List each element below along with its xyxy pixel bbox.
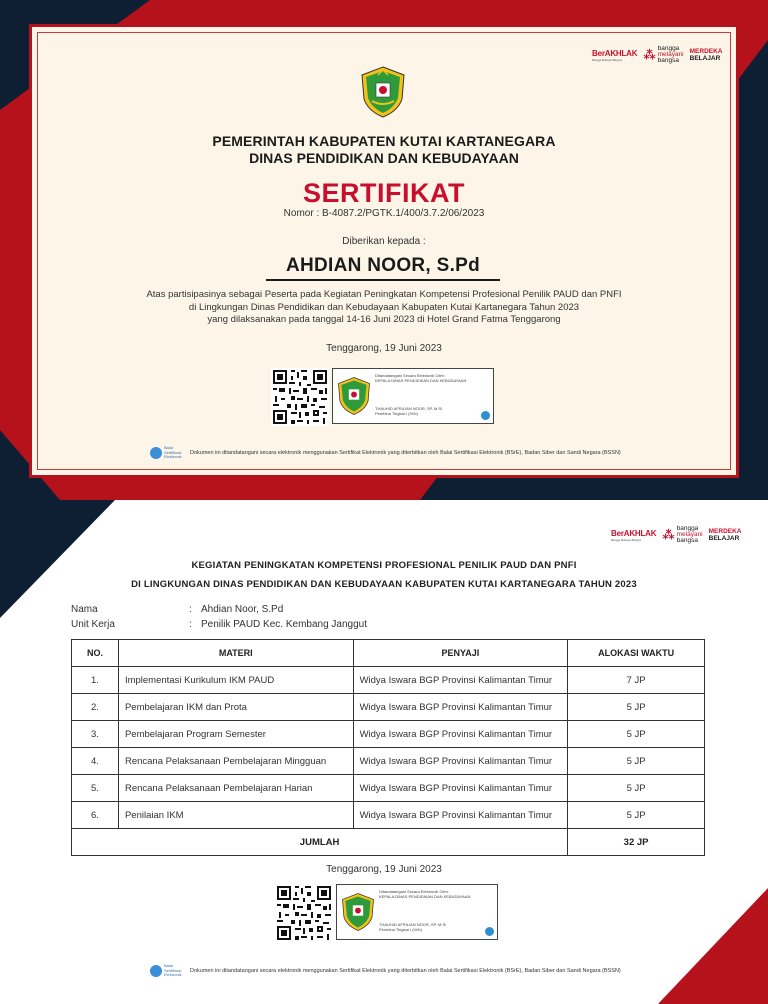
signature-crest-icon: [337, 373, 371, 419]
berakhlak-subtext-2: Bangga Melayani Bangsa: [611, 537, 641, 542]
berakhlak-text: BerAKHLAK: [592, 48, 638, 58]
name-label: Nama: [71, 604, 98, 615]
certificate-number: Nomor : B-4087.2/PGTK.1/400/3.7.2/06/2023: [283, 208, 485, 219]
bangsa-word-2: bangsa: [676, 537, 698, 544]
table-row: [72, 667, 705, 694]
header-no: NO.: [72, 640, 119, 667]
signer-position-2: KEPALA DINAS PENDIDIKAN DAN KEBUDAYAAN: [379, 894, 471, 899]
merdeka-word: MERDEKA: [689, 48, 723, 55]
header-materi: MATERI: [118, 640, 353, 667]
total-value: 32 JP: [568, 829, 705, 856]
signer-position: KEPALA DINAS PENDIDIKAN DAN KEBUDAYAAN: [375, 378, 467, 383]
footer-note-2: [150, 964, 621, 978]
qr-code-2: [275, 884, 333, 942]
table-header-row: [72, 640, 705, 667]
row-waktu: 5 JP: [568, 748, 705, 775]
bsre-icon-2: [150, 965, 162, 977]
table-row: [72, 748, 705, 775]
row-waktu: 7 JP: [568, 667, 705, 694]
row-waktu: 5 JP: [568, 694, 705, 721]
unit-label: Unit Kerja: [71, 619, 115, 630]
bangga-melayani-logo-2: [662, 526, 702, 544]
electronic-signature-box: [332, 368, 494, 424]
row-penyaji: Widya Iswara BGP Provinsi Kalimantan Timur: [353, 802, 568, 829]
merdeka-word-2: MERDEKA: [708, 528, 742, 535]
row-penyaji: Widya Iswara BGP Provinsi Kalimantan Timur: [353, 694, 568, 721]
program-logos: [592, 46, 723, 64]
footer-note-text-2: Dokumen ini ditandatangani secara elektronik menggunakan Sertifikat Elektronik yang diterbitkan oleh Balai Sertifikasi Elektronik (BSrE), Badan Siber dan Sandi Negara (BSSN): [190, 967, 621, 974]
berakhlak-logo-2: [611, 529, 656, 542]
table-row: [72, 721, 705, 748]
row-no: 3.: [72, 721, 119, 748]
row-no: 6.: [72, 802, 119, 829]
schedule-page: [0, 500, 768, 1004]
signature-crest-icon-2: [341, 889, 375, 935]
recipient-block: [266, 255, 500, 281]
government-line-1: PEMERINTAH KABUPATEN KUTAI KARTANEGARA: [212, 133, 556, 149]
description-line-1: Atas partisipasinya sebagai Peserta pada Kegiatan Peningkatan Kompetensi Profesional Penilik PAUD dan PNFI: [146, 289, 622, 300]
berakhlak-text-2: BerAKHLAK: [611, 528, 657, 538]
schedule-table: [71, 639, 705, 856]
row-waktu: 5 JP: [568, 802, 705, 829]
row-materi: Pembelajaran Program Semester: [118, 721, 353, 748]
footer-note-text: Dokumen ini ditandatangani secara elektronik menggunakan Sertifikat Elektronik yang diterbitkan oleh Balai Sertifikasi Elektronik (BSrE), Badan Siber dan Sandi Negara (BSSN): [190, 449, 621, 456]
signer-rank-2: Pembina Tingkat I (IV/b): [379, 927, 422, 932]
header-alokasi-waktu: ALOKASI WAKTU: [568, 640, 705, 667]
row-no: 5.: [72, 775, 119, 802]
row-no: 2.: [72, 694, 119, 721]
merdeka-belajar-logo-2: [709, 528, 742, 542]
table-total-row: [72, 829, 705, 856]
schedule-title-line-2: DI LINGKUNGAN DINAS PENDIDIKAN DAN KEBUDAYAAN KABUPATEN KUTAI KARTANEGARA TAHUN 2023: [131, 579, 637, 590]
description-line-3: yang dilaksanakan pada tanggal 14-16 Juni 2023 di Hotel Grand Fatma Tenggarong: [207, 314, 561, 325]
row-waktu: 5 JP: [568, 775, 705, 802]
signed-by-label-2: Ditandatangani Secara Elektronik Oleh :: [379, 889, 451, 894]
bsre-logo: [150, 446, 186, 460]
signed-by-label: Ditandatangani Secara Elektronik Oleh :: [375, 373, 447, 378]
signer-name: THAUHID AFRILIAN NOOR, SP, M.Si: [375, 406, 443, 411]
merdeka-belajar-logo: [690, 48, 723, 62]
unit-colon: :: [189, 619, 192, 630]
given-to-label: Diberikan kepada :: [342, 236, 426, 247]
row-penyaji: Widya Iswara BGP Provinsi Kalimantan Timur: [353, 721, 568, 748]
name-value: Ahdian Noor, S.Pd: [201, 604, 284, 615]
total-label: JUMLAH: [72, 829, 568, 856]
bsre-label: Balai Sertifikasi Elektronik: [164, 445, 182, 459]
bsre-logo-2: [150, 964, 186, 978]
row-materi: Implementasi Kurikulum IKM PAUD: [118, 667, 353, 694]
qr-code: [271, 368, 329, 426]
unit-value: Penilik PAUD Kec. Kembang Janggut: [201, 619, 368, 630]
row-penyaji: Widya Iswara BGP Provinsi Kalimantan Timur: [353, 775, 568, 802]
bsre-badge-icon-2: [485, 927, 494, 936]
bangsa-word: bangsa: [657, 57, 679, 64]
signer-rank: Pembina Tingkat I (IV/b): [375, 411, 418, 416]
row-penyaji: Widya Iswara BGP Provinsi Kalimantan Timur: [353, 748, 568, 775]
table-row: [72, 775, 705, 802]
certificate-description: [0, 289, 768, 327]
program-logos-2: [611, 526, 742, 544]
belajar-word: BELAJAR: [689, 55, 721, 62]
government-line-2: DINAS PENDIDIKAN DAN KEBUDAYAAN: [249, 150, 519, 166]
name-colon: :: [189, 604, 192, 615]
footer-note: [150, 446, 621, 460]
melayani-word: melayani: [657, 51, 684, 58]
bsre-icon: [150, 447, 162, 459]
bangga-word: bangga: [657, 45, 680, 52]
signer-name-2: THAUHID AFRILIAN NOOR, SP, M.Si: [379, 922, 447, 927]
bsre-badge-icon: [481, 411, 490, 420]
belajar-word-2: BELAJAR: [708, 535, 740, 542]
table-row: [72, 802, 705, 829]
berakhlak-subtext: Bangga Melayani Bangsa: [592, 57, 622, 62]
row-materi: Rencana Pelaksanaan Pembelajaran Mingguan: [118, 748, 353, 775]
place-date-2: Tenggarong, 19 Juni 2023: [326, 864, 442, 875]
melayani-word-2: melayani: [676, 531, 703, 538]
table-row: [72, 694, 705, 721]
kutai-kartanegara-crest-icon: [360, 65, 406, 119]
header-penyaji: PENYAJI: [353, 640, 568, 667]
certificate-title: SERTIFIKAT: [303, 178, 465, 208]
row-waktu: 5 JP: [568, 721, 705, 748]
row-materi: Penilaian IKM: [118, 802, 353, 829]
schedule-title-line-1: KEGIATAN PENINGKATAN KOMPETENSI PROFESIONAL PENILIK PAUD DAN PNFI: [191, 560, 577, 571]
recipient-name: AHDIAN NOOR, S.Pd: [266, 255, 500, 281]
row-no: 4.: [72, 748, 119, 775]
row-no: 1.: [72, 667, 119, 694]
description-line-2: di Lingkungan Dinas Pendidikan dan Kebudayaan Kabupaten Kutai Kartanegara Tahun 2023: [188, 301, 580, 313]
row-materi: Rencana Pelaksanaan Pembelajaran Harian: [118, 775, 353, 802]
place-date: Tenggarong, 19 Juni 2023: [326, 343, 442, 354]
row-penyaji: Widya Iswara BGP Provinsi Kalimantan Timur: [353, 667, 568, 694]
bangga-melayani-logo: [643, 46, 683, 64]
row-materi: Pembelajaran IKM dan Prota: [118, 694, 353, 721]
certificate-page: [0, 0, 768, 500]
bangga-mark-icon: ⁂: [643, 48, 656, 62]
bangga-mark-icon-2: ⁂: [662, 528, 675, 542]
bsre-label-2: Balai Sertifikasi Elektronik: [164, 963, 182, 977]
electronic-signature-box-2: [336, 884, 498, 940]
bangga-word-2: bangga: [676, 525, 699, 532]
berakhlak-logo: [592, 49, 637, 62]
